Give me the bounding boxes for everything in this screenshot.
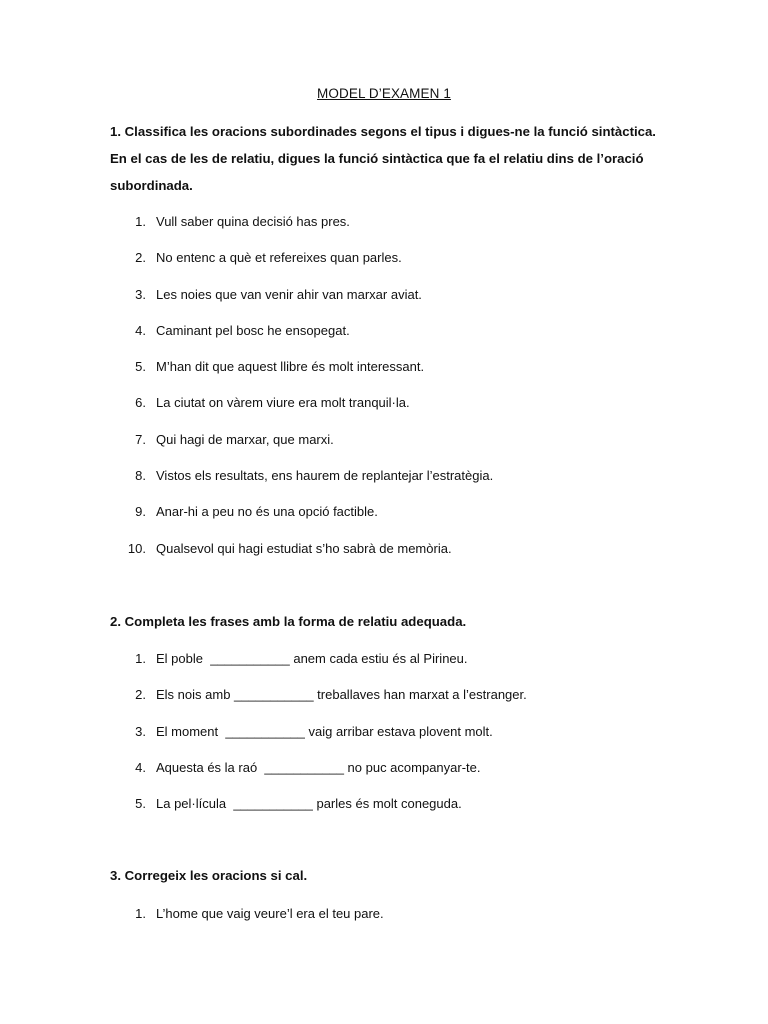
item-number: 5.: [135, 796, 146, 812]
list-item: [110, 431, 670, 467]
list-item: [110, 467, 670, 503]
item-text: M’han dit que aquest llibre és molt interessant.: [156, 359, 425, 375]
item-text: L’home que vaig veure’l era el teu pare.: [156, 906, 384, 921]
list-item: [110, 213, 670, 249]
item-number: 4.: [135, 322, 146, 338]
item-number: 5.: [135, 359, 146, 375]
item-number: 3.: [135, 723, 146, 739]
item-text: La ciutat on vàrem viure era molt tranquil·la.: [156, 395, 410, 411]
item-text: Caminant pel bosc he ensopegat.: [156, 322, 350, 338]
section-3-heading: 3. Corregeix les oracions si cal.: [110, 868, 308, 883]
item-text: La pel·lícula ___________ parles és molt coneguda.: [156, 796, 462, 812]
item-number: 1.: [135, 214, 146, 229]
list-item: [110, 540, 670, 576]
item-number: 3.: [135, 286, 146, 302]
item-number: 7.: [135, 431, 146, 447]
item-text: Vull saber quina decisió has pres.: [156, 214, 350, 229]
item-text: El moment ___________ vaig arribar estava plovent molt.: [156, 723, 493, 739]
item-number: 2.: [135, 250, 146, 266]
list-item: [110, 759, 670, 795]
list-item: [110, 686, 670, 722]
document-title: MODEL D’EXAMEN 1: [317, 86, 451, 101]
list-item: [110, 503, 670, 539]
list-item: [110, 358, 670, 394]
item-text: No entenc a què et refereixes quan parles.: [156, 250, 402, 266]
item-text: Vistos els resultats, ens haurem de replantejar l’estratègia.: [156, 468, 494, 484]
list-item: [110, 650, 670, 686]
item-text: El poble ___________ anem cada estiu és al Pirineu.: [156, 651, 468, 666]
item-text: Qualsevol qui hagi estudiat s’ho sabrà de memòria.: [156, 540, 452, 556]
item-number: 10.: [127, 540, 146, 556]
section-2-list: [110, 650, 670, 831]
list-item: [110, 322, 670, 358]
list-item: [110, 905, 670, 941]
section-2-heading: 2. Completa les frases amb la forma de relatiu adequada.: [110, 614, 467, 629]
section-1-heading: 1. Classifica les oracions subordinades segons el tipus i digues-ne la funció sintàctica. En el cas de les de relatiu, digues la funció sintàctica que fa el relatiu dins de l’oració subordinada.: [110, 124, 656, 193]
section-1-list: [110, 213, 670, 576]
item-number: 1.: [135, 651, 146, 666]
item-number: 4.: [135, 759, 146, 775]
item-number: 8.: [135, 468, 146, 484]
list-item: [110, 249, 670, 285]
item-number: 9.: [135, 504, 146, 520]
item-text: Els nois amb ___________ treballaves han marxat a l’estranger.: [156, 687, 527, 703]
item-number: 2.: [135, 687, 146, 703]
item-number: 1.: [135, 906, 146, 921]
item-text: Qui hagi de marxar, que marxi.: [156, 431, 334, 447]
list-item: [110, 795, 670, 831]
item-text: Les noies que van venir ahir van marxar aviat.: [156, 286, 422, 302]
list-item: [110, 286, 670, 322]
section-3-list: [110, 905, 670, 941]
item-text: Aquesta és la raó ___________ no puc acompanyar-te.: [156, 759, 481, 775]
list-item: [110, 394, 670, 430]
list-item: [110, 723, 670, 759]
item-number: 6.: [135, 395, 146, 411]
item-text: Anar-hi a peu no és una opció factible.: [156, 504, 378, 520]
